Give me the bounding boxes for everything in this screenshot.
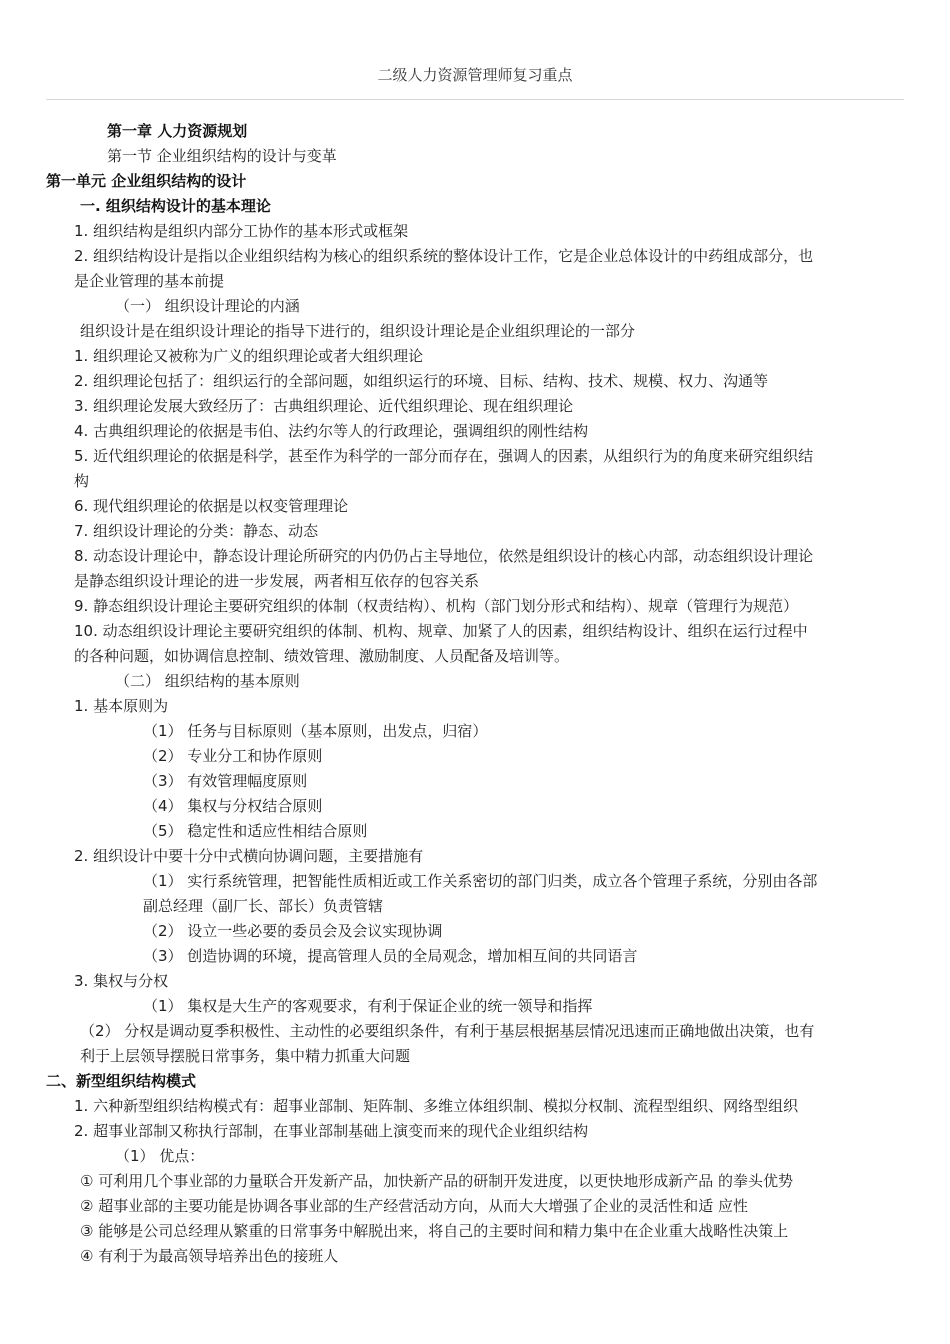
text-line: 1. 六种新型组织结构模式有：超事业部制、矩阵制、多维立体组织制、模拟分权制、流程型组织、网络型组织 (74, 1097, 799, 1115)
text-line: 2. 组织结构设计是指以企业组织结构为核心的组织系统的整体设计工作，它是企业总体设计的中药组成部分，也 (74, 247, 814, 265)
text-line: 8. 动态设计理论中，静态设计理论所研究的内仍仍占主导地位，依然是组织设计的核心内部，动态组织设计理论 (74, 547, 814, 565)
section-title: 第一节 企业组织结构的设计与变革 (107, 147, 337, 165)
list-item: （4） 集权与分权结合原则 (143, 797, 323, 815)
text-line: 3. 集权与分权 (74, 972, 169, 990)
list-item-continuation: 利于上层领导摆脱日常事务，集中精力抓重大问题 (80, 1047, 411, 1065)
text-line: 4. 古典组织理论的依据是韦伯、法约尔等人的行政理论，强调组织的刚性结构 (74, 422, 589, 440)
list-item-continuation: 副总经理（副厂长、部长）负责管辖 (143, 897, 384, 915)
text-line: 7. 组织设计理论的分类：静态、动态 (74, 522, 319, 540)
text-line: 10. 动态组织设计理论主要研究组织的体制、机构、规章、加紧了人的因素，组织结构设计、组织在运行过程中 (74, 622, 808, 640)
heading-new-models: 二、新型组织结构模式 (46, 1072, 197, 1090)
list-item: （1） 任务与目标原则（基本原则，出发点，归宿） (143, 722, 488, 740)
unit-title: 第一单元 企业组织结构的设计 (46, 172, 247, 190)
list-item: ④ 有利于为最高领导培养出色的接班人 (80, 1247, 339, 1265)
list-item: （2） 分权是调动夏季积极性、主动性的必要组织条件，有利于基层根据基层情况迅速而正确地做出决策，也有 (80, 1022, 815, 1040)
header-divider (46, 99, 904, 100)
text-line: 组织设计是在组织设计理论的指导下进行的，组织设计理论是企业组织理论的一部分 (80, 322, 636, 340)
subheading-connotation: （一） 组织设计理论的内涵 (115, 297, 300, 315)
list-item: （3） 创造协调的环境，提高管理人员的全局观念，增加相互间的共同语言 (143, 947, 638, 965)
text-line: 5. 近代组织理论的依据是科学，甚至作为科学的一部分而存在，强调人的因素，从组织行为的角度来研究组织结 (74, 447, 814, 465)
subheading-advantages: （1） 优点： (115, 1147, 205, 1165)
text-line: 2. 组织理论包括了：组织运行的全部问题，如组织运行的环境、目标、结构、技术、规模、权力、沟通等 (74, 372, 769, 390)
text-line: 的各种问题，如协调信息控制、绩效管理、激励制度、人员配备及培训等。 (74, 647, 570, 665)
list-item: ① 可利用几个事业部的力量联合开发新产品，加快新产品的研制开发进度，以更快地形成新产品 的拳头优势 (80, 1172, 793, 1190)
text-line: 1. 组织结构是组织内部分工协作的基本形式或框架 (74, 222, 409, 240)
text-line: 是静态组织设计理论的进一步发展，两者相互依存的包容关系 (74, 572, 480, 590)
list-item: （1） 实行系统管理，把智能性质相近或工作关系密切的部门归类，成立各个管理子系统，分别由各部 (143, 872, 818, 890)
list-item: （3） 有效管理幅度原则 (143, 772, 308, 790)
text-line: 1. 组织理论又被称为广义的组织理论或者大组织理论 (74, 347, 424, 365)
text-line: 构 (74, 472, 90, 490)
heading-basic-theory: 一. 组织结构设计的基本理论 (80, 197, 271, 215)
list-item: （2） 设立一些必要的委员会及会议实现协调 (143, 922, 443, 940)
chapter-title: 第一章 人力资源规划 (107, 122, 248, 140)
text-line: 2. 组织设计中要十分中式横向协调问题，主要措施有 (74, 847, 424, 865)
list-item: （2） 专业分工和协作原则 (143, 747, 323, 765)
list-item: （5） 稳定性和适应性相结合原则 (143, 822, 368, 840)
text-line: 9. 静态组织设计理论主要研究组织的体制（权责结构）、机构（部门划分形式和结构）、规章（管理行为规范） (74, 597, 799, 615)
list-item: ③ 能够是公司总经理从繁重的日常事务中解脱出来，将自己的主要时间和精力集中在企业重大战略性决策上 (80, 1222, 789, 1240)
text-line: 2. 超事业部制又称执行部制，在事业部制基础上演变而来的现代企业组织结构 (74, 1122, 589, 1140)
text-line: 6. 现代组织理论的依据是以权变管理理论 (74, 497, 349, 515)
list-item: ② 超事业部的主要功能是协调各事业部的生产经营活动方向，从而大大增强了企业的灵活性和适 应性 (80, 1197, 748, 1215)
page-header-title: 二级人力资源管理师复习重点 (377, 66, 573, 84)
text-line: 3. 组织理论发展大致经历了：古典组织理论、近代组织理论、现在组织理论 (74, 397, 574, 415)
text-line: 1. 基本原则为 (74, 697, 169, 715)
list-item: （1） 集权是大生产的客观要求，有利于保证企业的统一领导和指挥 (143, 997, 593, 1015)
text-line: 是企业管理的基本前提 (74, 272, 225, 290)
subheading-principles: （二） 组织结构的基本原则 (115, 672, 300, 690)
